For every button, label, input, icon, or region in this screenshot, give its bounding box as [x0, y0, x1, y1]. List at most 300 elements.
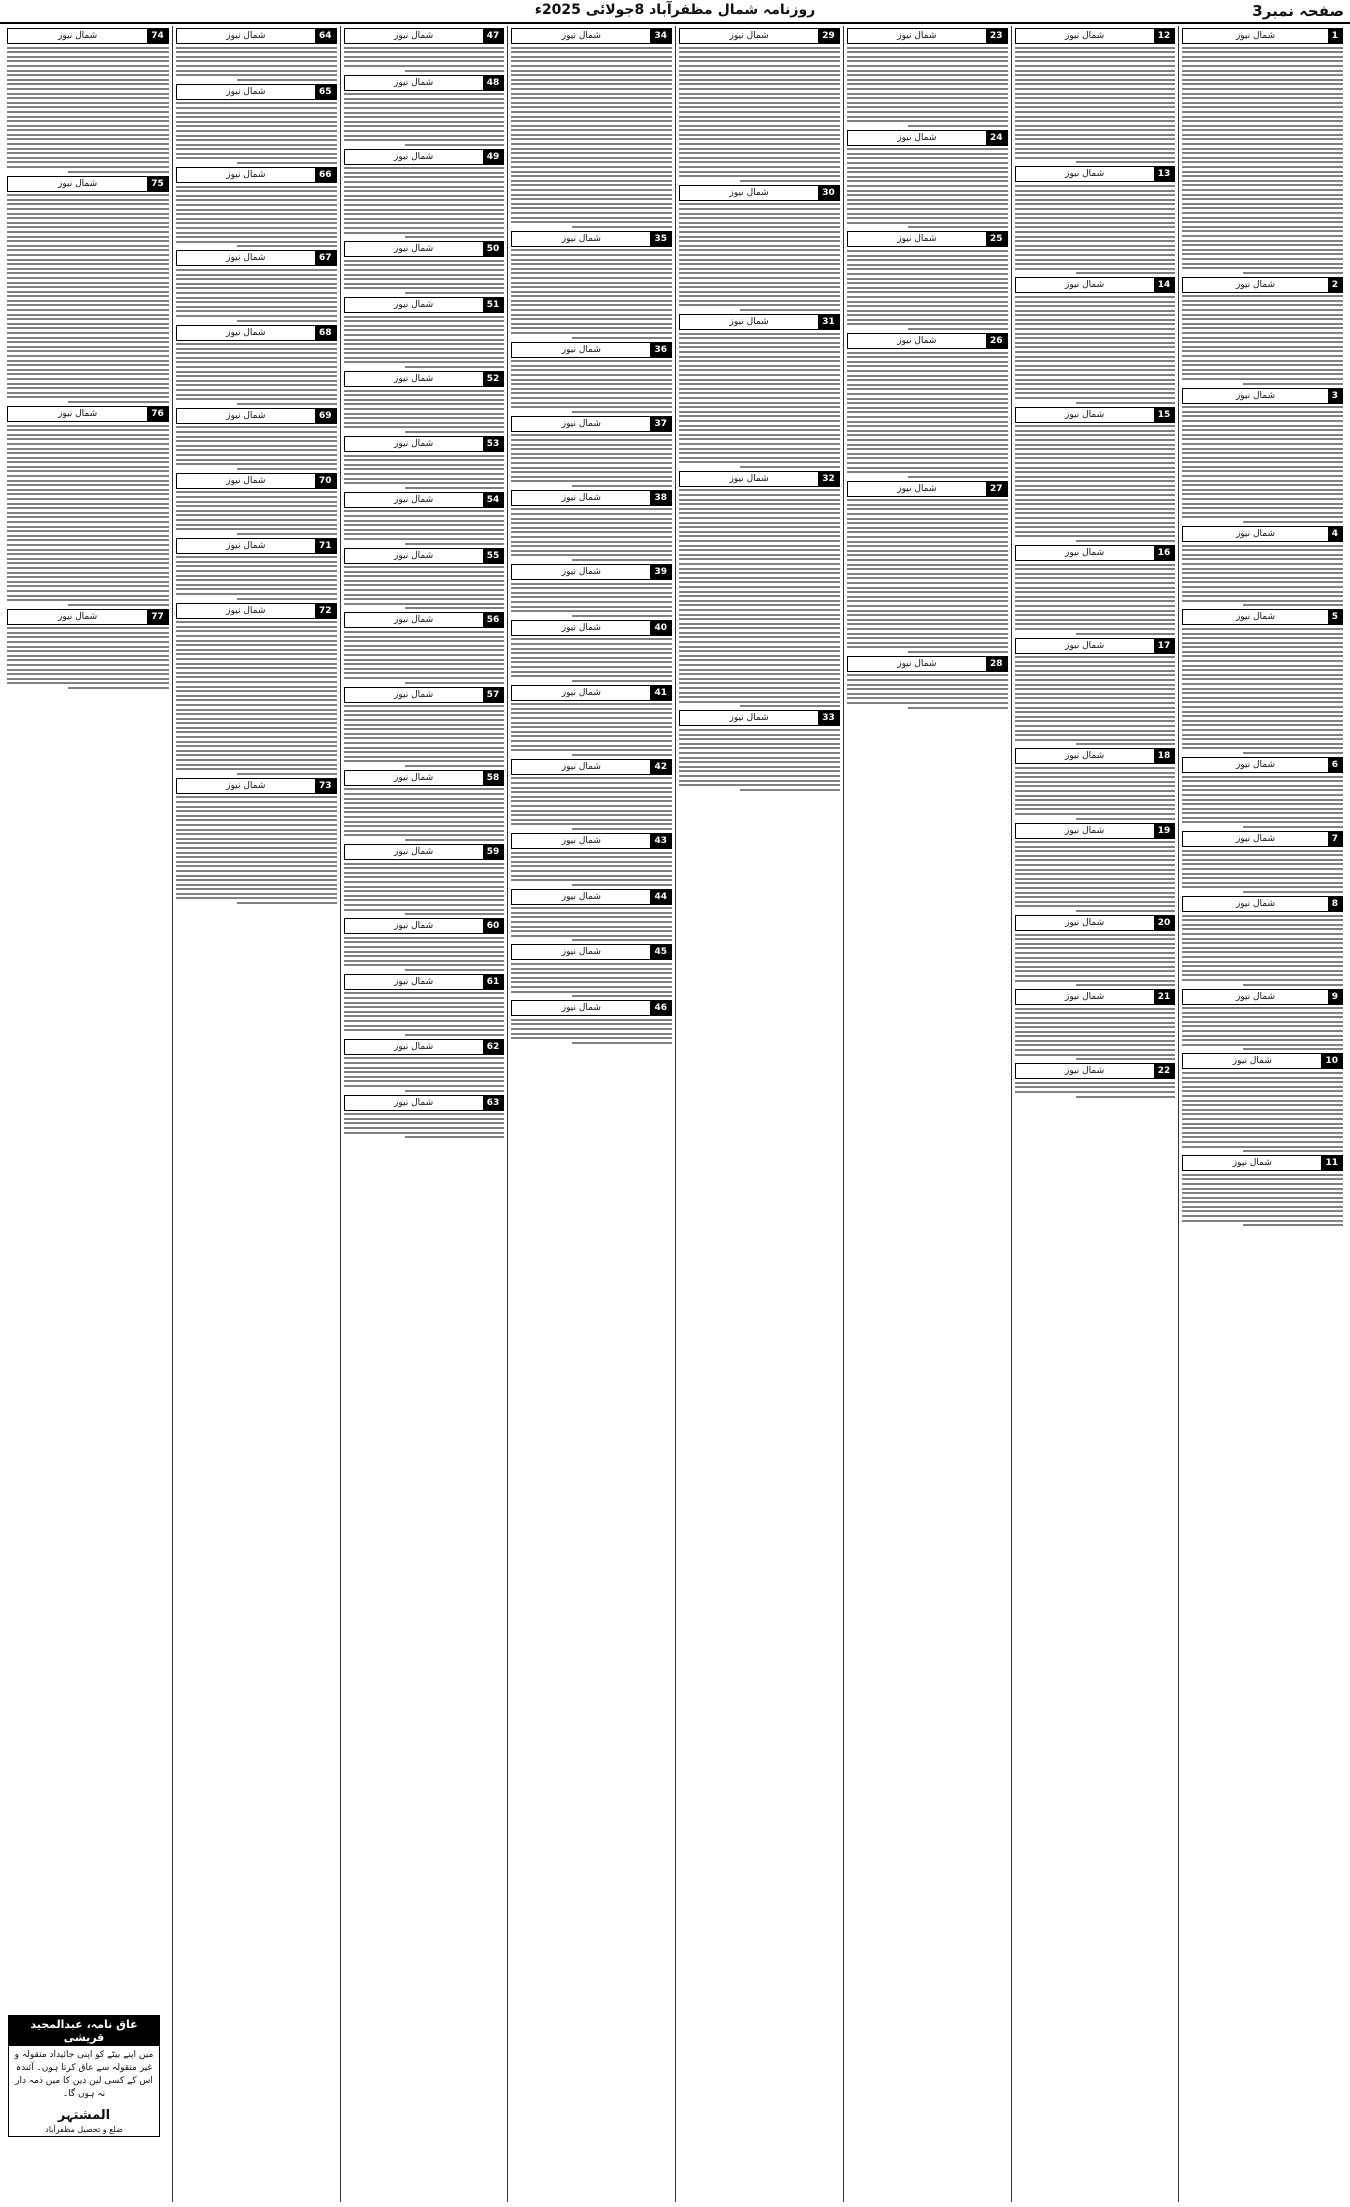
text-line [7, 272, 169, 274]
text-line [1015, 190, 1176, 192]
item-label: شمال نیوز [226, 540, 266, 551]
item-text-block [1182, 1174, 1343, 1227]
text-line [1182, 184, 1343, 186]
text-line [344, 1085, 505, 1087]
news-item [344, 1095, 505, 1139]
news-item [679, 314, 840, 468]
text-line [1015, 263, 1176, 265]
text-line [1076, 540, 1176, 542]
item-heading-bar [344, 371, 505, 387]
item-text-block [1015, 564, 1176, 635]
item-heading-bar [176, 603, 337, 619]
text-line [1015, 716, 1176, 718]
text-line [511, 457, 672, 459]
text-line [847, 314, 1008, 316]
text-line [1182, 1039, 1343, 1041]
item-label: شمال نیوز [561, 947, 601, 958]
text-line [1015, 901, 1176, 903]
text-line [679, 93, 840, 95]
text-line [847, 398, 1008, 400]
item-text-block [679, 333, 840, 468]
text-line [7, 595, 169, 597]
text-line [847, 522, 1008, 524]
text-line [679, 240, 840, 242]
item-heading-bar [1015, 166, 1176, 182]
text-line [344, 951, 505, 953]
text-line [7, 254, 169, 256]
text-line [511, 106, 672, 108]
text-line [344, 733, 505, 735]
news-item [1015, 989, 1176, 1060]
text-line [176, 297, 337, 299]
news-item [1182, 896, 1343, 986]
text-line [344, 98, 505, 100]
text-line [344, 473, 505, 475]
item-heading-bar [847, 130, 1008, 146]
text-line [344, 107, 505, 109]
text-line [1182, 706, 1343, 708]
text-line [847, 679, 1008, 681]
news-item [511, 231, 672, 339]
text-line [176, 445, 337, 447]
text-line [1182, 217, 1343, 219]
text-line [679, 687, 840, 689]
text-line [176, 454, 337, 456]
text-line [511, 259, 672, 261]
text-line [679, 351, 840, 353]
news-item [7, 176, 169, 403]
text-line [1182, 1141, 1343, 1143]
item-text-block [1182, 1007, 1343, 1050]
text-line [847, 573, 1008, 575]
text-line [344, 793, 505, 795]
text-line [1243, 1224, 1343, 1226]
item-number: 55 [483, 549, 504, 563]
text-line [176, 491, 337, 493]
text-line [511, 587, 672, 589]
item-number: 3 [1328, 389, 1342, 403]
item-heading-bar [847, 656, 1008, 672]
text-line [7, 157, 169, 159]
text-line [344, 724, 505, 726]
text-line [344, 283, 505, 285]
text-line [176, 829, 337, 831]
news-item [1182, 1053, 1343, 1152]
item-number: 32 [818, 472, 839, 486]
text-line [511, 981, 672, 983]
text-line [1182, 1123, 1343, 1125]
text-line [679, 236, 840, 238]
text-line [511, 671, 672, 673]
text-line [1182, 1192, 1343, 1194]
text-line [176, 241, 337, 243]
text-line [679, 102, 840, 104]
text-line [1015, 236, 1176, 238]
text-line [344, 190, 505, 192]
item-label: شمال نیوز [1065, 31, 1105, 41]
text-line [679, 51, 840, 53]
text-line [344, 47, 505, 49]
text-line [176, 681, 337, 683]
text-line [679, 161, 840, 163]
text-line [1182, 111, 1343, 113]
item-label: شمال نیوز [897, 483, 937, 494]
text-line [176, 806, 337, 808]
item-number: 14 [1154, 278, 1175, 292]
text-line [1182, 568, 1343, 570]
text-line [679, 148, 840, 150]
text-line [679, 60, 840, 62]
text-line [176, 884, 337, 886]
text-line [511, 161, 672, 163]
text-line [511, 97, 672, 99]
item-heading-bar [1015, 277, 1176, 293]
item-text-block [511, 249, 672, 338]
text-line [344, 834, 505, 836]
item-heading-bar [344, 918, 505, 934]
text-line [344, 964, 505, 966]
text-line [1015, 577, 1176, 579]
text-line [847, 79, 1008, 81]
item-text-block [344, 992, 505, 1035]
text-line [344, 125, 505, 127]
text-line [1015, 240, 1176, 242]
text-line [344, 278, 505, 280]
news-item [1182, 609, 1343, 754]
item-label: شمال نیوز [1065, 918, 1105, 928]
text-line [679, 655, 840, 657]
item-number: 71 [315, 539, 336, 553]
item-number: 15 [1154, 408, 1175, 422]
text-line [511, 1019, 672, 1021]
text-line [679, 213, 840, 215]
text-line [847, 287, 1008, 289]
item-number: 50 [483, 242, 504, 256]
text-line [1182, 309, 1343, 311]
text-line [1243, 752, 1343, 754]
text-line [1182, 411, 1343, 413]
page-header [0, 0, 1350, 24]
text-line [1182, 1174, 1343, 1176]
text-line [176, 750, 337, 752]
item-heading-bar [1015, 823, 1176, 839]
text-line [679, 531, 840, 533]
text-line [679, 535, 840, 537]
text-line [1015, 841, 1176, 843]
text-line [847, 190, 1008, 192]
text-line [908, 125, 1008, 127]
item-text-block [344, 631, 505, 684]
news-item [1182, 277, 1343, 385]
text-line [1182, 780, 1343, 782]
text-line [1015, 795, 1176, 797]
text-line [679, 402, 840, 404]
item-number: 18 [1154, 749, 1175, 763]
text-line [511, 471, 672, 473]
text-line [1182, 415, 1343, 417]
text-line [176, 274, 337, 276]
text-line [1182, 785, 1343, 787]
item-number: 41 [650, 686, 671, 700]
text-line [1015, 208, 1176, 210]
text-line [572, 995, 672, 997]
text-line [1182, 1183, 1343, 1185]
text-line [176, 709, 337, 711]
text-line [511, 93, 672, 95]
text-line [847, 213, 1008, 215]
news-item [511, 416, 672, 487]
text-line [1015, 199, 1176, 201]
text-line [511, 157, 672, 159]
text-line [176, 70, 337, 72]
text-line [1182, 776, 1343, 778]
text-line [679, 659, 840, 661]
text-line [847, 684, 1008, 686]
text-line [1182, 808, 1343, 810]
text-line [176, 727, 337, 729]
text-line [847, 162, 1008, 164]
text-line [237, 245, 337, 247]
text-line [679, 356, 840, 358]
text-line [679, 333, 840, 335]
item-label: شمال نیوز [394, 976, 434, 987]
text-line [847, 600, 1008, 602]
text-line [176, 306, 337, 308]
item-heading-bar [1182, 757, 1343, 773]
text-line [344, 904, 505, 906]
text-line [344, 232, 505, 234]
text-line [572, 337, 672, 339]
item-label: شمال نیوز [226, 86, 266, 97]
text-line [679, 503, 840, 505]
text-line [1182, 106, 1343, 108]
text-line [344, 520, 505, 522]
text-line [1182, 1210, 1343, 1212]
text-line [344, 960, 505, 962]
text-line [1182, 457, 1343, 459]
text-line [176, 292, 337, 294]
item-text-block [344, 705, 505, 767]
text-line [176, 644, 337, 646]
text-line [176, 315, 337, 317]
text-line [176, 343, 337, 345]
text-line [7, 249, 169, 251]
item-label: شمال نیوز [561, 687, 601, 698]
notice-address: ضلع و تحصیل مظفرآباد [45, 2125, 123, 2134]
text-line [511, 823, 672, 825]
text-line [344, 181, 505, 183]
text-line [511, 921, 672, 923]
text-line [511, 1033, 672, 1035]
item-number: 19 [1154, 824, 1175, 838]
text-line [511, 1023, 672, 1025]
item-heading-bar [511, 944, 672, 960]
text-line [1182, 65, 1343, 67]
text-line [344, 455, 505, 457]
item-number: 61 [483, 975, 504, 989]
text-line [511, 930, 672, 932]
text-line [511, 166, 672, 168]
text-line [1015, 1044, 1176, 1046]
text-line [679, 604, 840, 606]
text-line [1015, 535, 1176, 537]
item-heading-bar [1182, 388, 1343, 404]
text-line [679, 56, 840, 58]
item-label: شمال نیوز [729, 187, 769, 198]
item-text-block [679, 489, 840, 707]
item-heading-bar [7, 176, 169, 192]
item-number: 35 [650, 232, 671, 246]
item-label: شمال نیوز [226, 475, 266, 486]
text-line [847, 554, 1008, 556]
item-text-block [344, 167, 505, 238]
text-line [679, 738, 840, 740]
item-label: شمال نیوز [1065, 548, 1105, 558]
item-heading-bar [344, 844, 505, 860]
text-line [511, 462, 672, 464]
text-line [176, 440, 337, 442]
text-line [511, 369, 672, 371]
item-text-block [1182, 545, 1343, 607]
text-line [405, 913, 505, 915]
text-line [344, 394, 505, 396]
text-line [1015, 194, 1176, 196]
item-heading-bar [344, 149, 505, 165]
text-line [511, 120, 672, 122]
text-line [1015, 512, 1176, 514]
text-line [176, 852, 337, 854]
text-line [511, 277, 672, 279]
item-heading-bar [511, 1000, 672, 1016]
item-text-block [511, 638, 672, 681]
text-line [7, 148, 169, 150]
text-line [679, 226, 840, 228]
text-line [679, 438, 840, 440]
text-line [847, 637, 1008, 639]
text-line [176, 426, 337, 428]
text-line [679, 558, 840, 560]
text-line [511, 787, 672, 789]
news-item [344, 492, 505, 545]
text-line [679, 125, 840, 127]
text-line [511, 217, 672, 219]
item-number: 51 [483, 298, 504, 312]
item-text-block [847, 352, 1008, 478]
item-heading-bar [176, 250, 337, 266]
text-line [1015, 323, 1176, 325]
text-line [237, 533, 337, 535]
text-line [1015, 1031, 1176, 1033]
text-line [344, 334, 505, 336]
text-line [511, 453, 672, 455]
text-line [1182, 1072, 1343, 1074]
text-line [176, 51, 337, 53]
text-line [1015, 1008, 1176, 1010]
text-line [176, 833, 337, 835]
text-line [7, 277, 169, 279]
text-line [1015, 813, 1176, 815]
text-line [405, 1090, 505, 1092]
text-line [511, 708, 672, 710]
text-line [511, 402, 672, 404]
text-line [344, 659, 505, 661]
text-line [7, 83, 169, 85]
text-line [1182, 859, 1343, 861]
text-line [7, 562, 169, 564]
text-line [7, 79, 169, 81]
text-line [7, 217, 169, 219]
news-item [679, 710, 840, 790]
text-line [847, 203, 1008, 205]
text-line [1182, 244, 1343, 246]
text-line [847, 102, 1008, 104]
text-line [405, 1034, 505, 1036]
text-line [1182, 1215, 1343, 1217]
text-line [1243, 604, 1343, 606]
item-label: شمال نیوز [561, 761, 601, 772]
text-line [1015, 892, 1176, 894]
text-line [679, 673, 840, 675]
text-line [1182, 1113, 1343, 1115]
text-line [679, 729, 840, 731]
text-line [344, 529, 505, 531]
text-line [1015, 882, 1176, 884]
page-number: صفحہ نمبر3 [1252, 2, 1344, 20]
text-line [7, 507, 169, 509]
text-line [176, 570, 337, 572]
text-line [679, 259, 840, 261]
text-line [511, 111, 672, 113]
text-line [1182, 863, 1343, 865]
text-line [1015, 310, 1176, 312]
text-line [176, 348, 337, 350]
text-line [405, 1136, 505, 1138]
text-line [1015, 970, 1176, 972]
text-line [176, 278, 337, 280]
news-column [1011, 26, 1179, 2202]
text-line [1015, 47, 1176, 49]
item-label: شمال نیوز [561, 418, 601, 429]
text-line [176, 195, 337, 197]
news-item [344, 1039, 505, 1092]
item-heading-bar [1182, 1155, 1343, 1171]
item-heading-bar [679, 314, 840, 330]
text-line [1182, 915, 1343, 917]
text-line [679, 614, 840, 616]
item-label: شمال نیوز [226, 253, 266, 264]
text-line [1182, 924, 1343, 926]
text-line [511, 531, 672, 533]
news-item [1015, 407, 1176, 542]
text-line [176, 865, 337, 867]
text-line [1182, 1136, 1343, 1138]
text-line [511, 643, 672, 645]
text-line [1182, 355, 1343, 357]
text-line [7, 526, 169, 528]
item-label: شمال نیوز [561, 891, 601, 902]
text-line [679, 406, 840, 408]
text-line [344, 139, 505, 141]
text-line [176, 856, 337, 858]
text-line [1182, 221, 1343, 223]
item-label: شمال نیوز [394, 77, 434, 88]
text-line [1182, 489, 1343, 491]
item-text-block [1182, 295, 1343, 384]
item-text-block [176, 269, 337, 322]
text-line [511, 675, 672, 677]
text-line [679, 591, 840, 593]
item-text-block [7, 194, 169, 403]
